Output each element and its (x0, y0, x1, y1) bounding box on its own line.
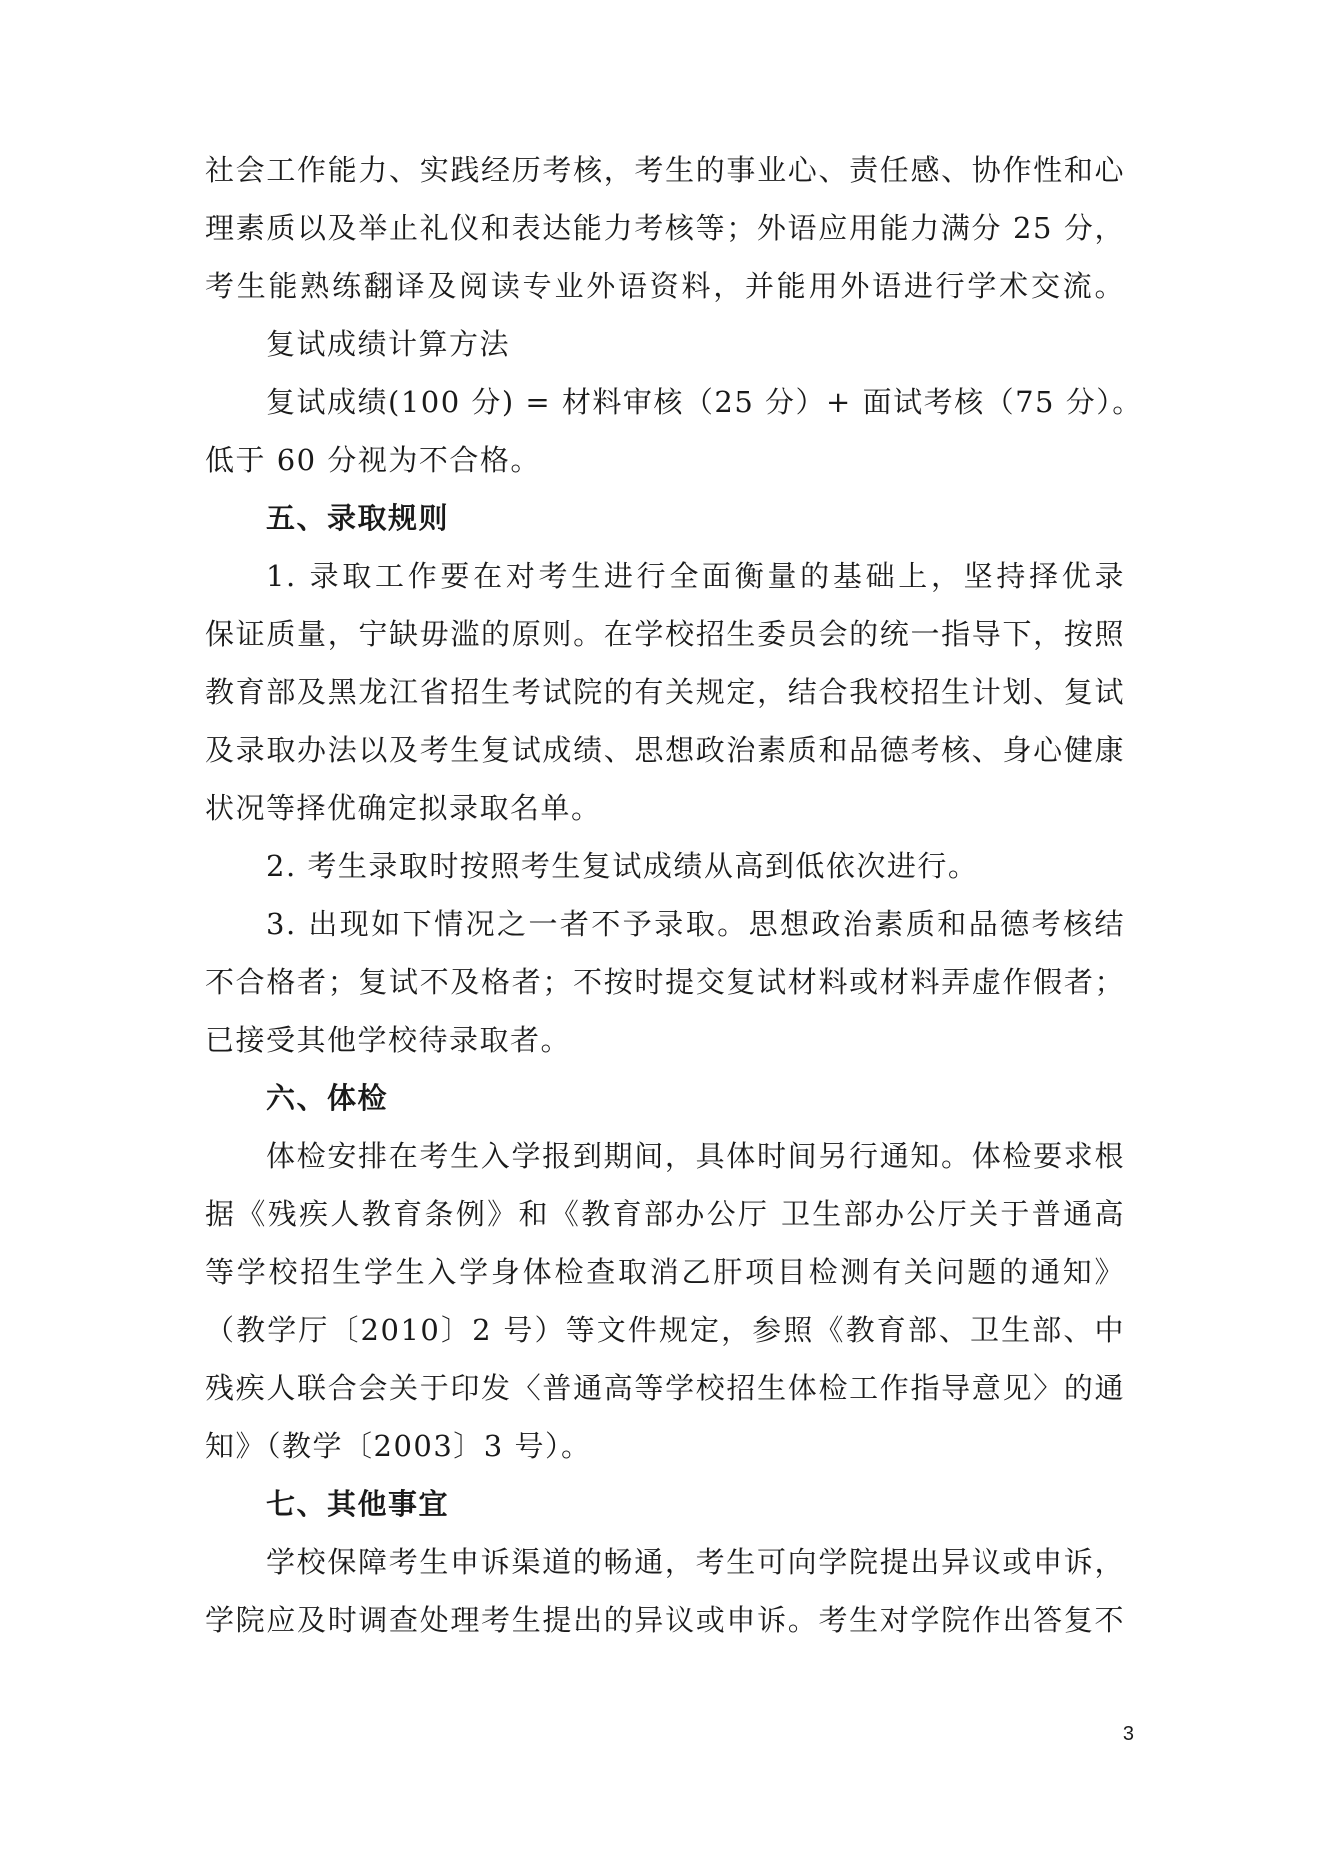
paragraph-line: 学院应及时调查处理考生提出的异议或申诉。考生对学院作出答复不 (205, 1603, 1125, 1637)
paragraph-line: 据《残疾人教育条例》和《教育部办公厅 卫生部办公厅关于普通高 (205, 1197, 1125, 1231)
paragraph-line: 及录取办法以及考生复试成绩、思想政治素质和品德考核、身心健康 (205, 733, 1125, 767)
paragraph-line: 社会工作能力、实践经历考核，考生的事业心、责任感、协作性和心 (205, 153, 1125, 187)
section-heading: 七、其他事宜 (266, 1487, 450, 1521)
section-heading: 五、录取规则 (266, 501, 450, 535)
paragraph-line: 体检安排在考生入学报到期间，具体时间另行通知。体检要求根 (266, 1139, 1125, 1173)
paragraph-line: 保证质量，宁缺毋滥的原则。在学校招生委员会的统一指导下，按照 (205, 617, 1125, 651)
paragraph-line: 不合格者；复试不及格者；不按时提交复试材料或材料弄虚作假者； (205, 965, 1125, 999)
paragraph-line: 低于 60 分视为不合格。 (205, 443, 541, 477)
paragraph-line: 考生能熟练翻译及阅读专业外语资料，并能用外语进行学术交流。 (205, 269, 1125, 303)
paragraph-line: （教学厅〔2010〕2 号）等文件规定，参照《教育部、卫生部、中 (205, 1313, 1125, 1347)
paragraph-line: 状况等择优确定拟录取名单。 (205, 791, 602, 825)
paragraph-line: 理素质以及举止礼仪和表达能力考核等；外语应用能力满分 25 分， (205, 211, 1125, 245)
paragraph-line: 已接受其他学校待录取者。 (205, 1023, 572, 1057)
paragraph-line: 知》（教学〔2003〕3 号）。 (205, 1429, 592, 1463)
paragraph-line: 教育部及黑龙江省招生考试院的有关规定，结合我校招生计划、复试 (205, 675, 1125, 709)
subheading-line: 复试成绩计算方法 (266, 327, 511, 361)
paragraph-line: 1. 录取工作要在对考生进行全面衡量的基础上，坚持择优录 (266, 559, 1125, 593)
paragraph-line: 2. 考生录取时按照考生复试成绩从高到低依次进行。 (266, 849, 979, 883)
section-heading: 六、体检 (266, 1081, 389, 1115)
paragraph-line: 学校保障考生申诉渠道的畅通，考生可向学院提出异议或申诉， (266, 1545, 1125, 1579)
paragraph-line: 3. 出现如下情况之一者不予录取。思想政治素质和品德考核结 (266, 907, 1125, 941)
paragraph-line: 残疾人联合会关于印发〈普通高等学校招生体检工作指导意见〉的通 (205, 1371, 1125, 1405)
formula-line: 复试成绩(100 分) = 材料审核（25 分）+ 面试考核（75 分）。 (266, 385, 1143, 419)
paragraph-line: 等学校招生学生入学身体检查取消乙肝项目检测有关问题的通知》 (205, 1255, 1125, 1289)
page-number: 3 (1122, 1723, 1134, 1745)
